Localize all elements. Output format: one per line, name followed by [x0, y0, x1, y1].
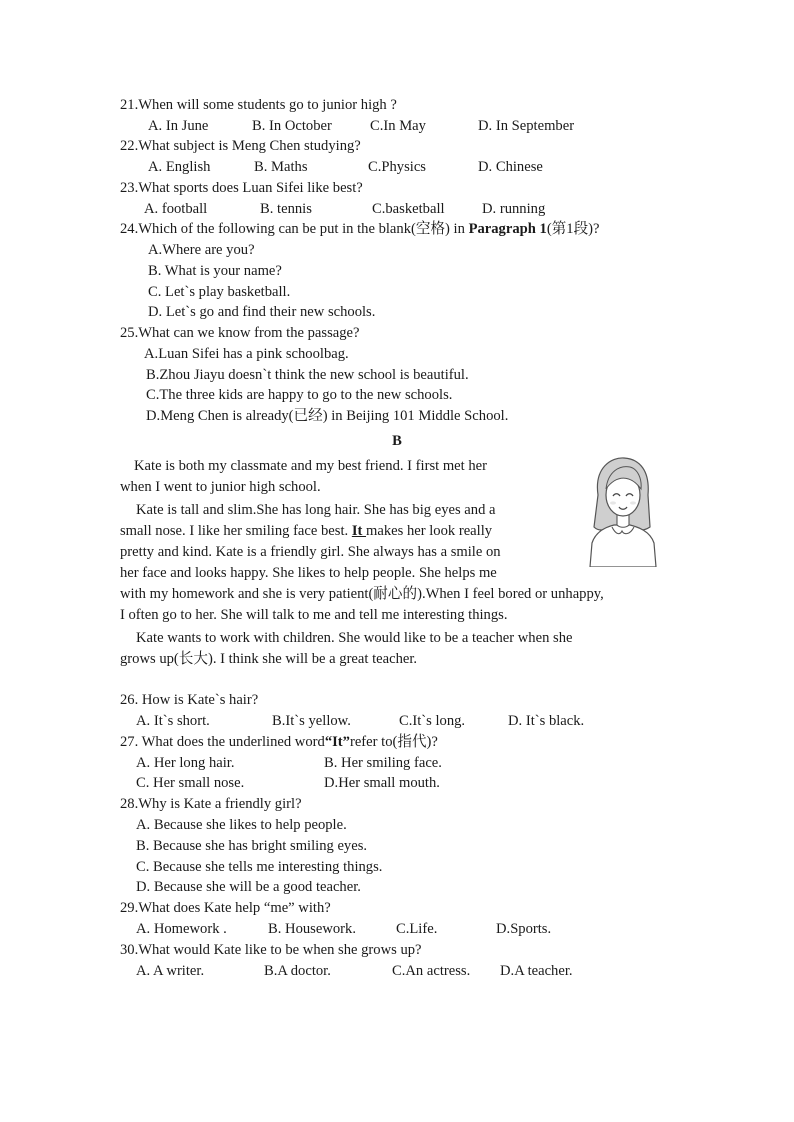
- q21-option-d: D. In September: [478, 118, 575, 134]
- q30-option-d: D.A teacher.: [500, 963, 573, 979]
- passage-p1-line1: Kate is both my classmate and my best friend. I first met her: [134, 458, 487, 474]
- q29-stem: 29.What does Kate help “me” with?: [120, 900, 331, 916]
- q25-option-a: A.Luan Sifei has a pink schoolbag.: [144, 346, 349, 362]
- q22-stem: 22.What subject is Meng Chen studying?: [120, 138, 361, 154]
- q27-option-a: A. Her long hair.: [136, 755, 235, 771]
- q28-option-c: C. Because she tells me interesting things.: [136, 859, 383, 875]
- q24-option-d: D. Let`s go and find their new schools.: [148, 304, 376, 320]
- q26-option-d: D. It`s black.: [508, 713, 585, 729]
- q29-option-c: C.Life.: [396, 921, 438, 937]
- q27-option-c: C. Her small nose.: [136, 775, 245, 791]
- q30-option-a: A. A writer.: [136, 963, 205, 979]
- q21-option-b: B. In October: [252, 118, 332, 134]
- q27-option-b: B. Her smiling face.: [324, 755, 442, 771]
- q26-option-c: C.It`s long.: [399, 713, 466, 729]
- q22-option-c: C.Physics: [368, 159, 426, 175]
- q22-option-d: D. Chinese: [478, 159, 543, 175]
- q26-option-b: B.It`s yellow.: [272, 713, 351, 729]
- passage-p2-line3: pretty and kind. Kate is a friendly girl. She always has a smile on: [120, 544, 501, 560]
- underlined-it: It: [351, 523, 367, 539]
- passage-p3-line1: Kate wants to work with children. She would like to be a teacher when she: [136, 630, 573, 646]
- q28-stem: 28.Why is Kate a friendly girl?: [120, 796, 302, 812]
- q26-option-a: A. It`s short.: [136, 713, 210, 729]
- passage-p2-line4: her face and looks happy. She likes to help people. She helps me: [120, 565, 497, 581]
- q25-stem: 25.What can we know from the passage?: [120, 325, 360, 341]
- section-b-heading: B: [392, 433, 402, 449]
- q21-stem: 21.When will some students go to junior high ?: [120, 97, 397, 113]
- q23-option-d: D. running: [482, 201, 546, 217]
- girl-illustration-icon: [584, 455, 660, 567]
- q21-option-c: C.In May: [370, 118, 426, 134]
- passage-p2-line6: I often go to her. She will talk to me and tell me interesting things.: [120, 607, 508, 623]
- q25-option-b: B.Zhou Jiayu doesn`t think the new school is beautiful.: [146, 367, 469, 383]
- q21-option-a: A. In June: [148, 118, 209, 134]
- q28-option-a: A. Because she likes to help people.: [136, 817, 347, 833]
- q28-option-d: D. Because she will be a good teacher.: [136, 879, 361, 895]
- q30-stem: 30.What would Kate like to be when she grows up?: [120, 942, 422, 958]
- q30-option-b: B.A doctor.: [264, 963, 331, 979]
- passage-p1-line2: when I went to junior high school.: [120, 479, 321, 495]
- q28-option-b: B. Because she has bright smiling eyes.: [136, 838, 368, 854]
- q23-option-a: A. football: [144, 201, 208, 217]
- q23-stem: 23.What sports does Luan Sifei like best?: [120, 180, 363, 196]
- passage-p3-line2: grows up(长大). I think she will be a great teacher.: [120, 651, 418, 667]
- q29-option-a: A. Homework .: [136, 921, 227, 937]
- q27-option-d: D.Her small mouth.: [324, 775, 440, 791]
- q26-stem: 26. How is Kate`s hair?: [120, 692, 259, 708]
- q24-option-b: B. What is your name?: [148, 263, 282, 279]
- passage-p2-line2: small nose. I like her smiling face best. It makes her look really: [120, 523, 493, 539]
- q25-option-c: C.The three kids are happy to go to the new schools.: [146, 387, 453, 403]
- q23-option-c: C.basketball: [372, 201, 445, 217]
- q30-option-c: C.An actress.: [392, 963, 471, 979]
- q24-option-c: C. Let`s play basketball.: [148, 284, 291, 300]
- passage-p2-line1: Kate is tall and slim.She has long hair. She has big eyes and a: [136, 502, 496, 518]
- q29-option-b: B. Housework.: [268, 921, 356, 937]
- q24-stem: 24.Which of the following can be put in the blank(空格) in Paragraph 1(第1段)?: [120, 221, 600, 237]
- q27-stem: 27. What does the underlined word“It”refer to(指代)?: [120, 734, 438, 750]
- passage-p2-line5: with my homework and she is very patient(耐心的).When I feel bored or unhappy,: [120, 586, 604, 602]
- q23-option-b: B. tennis: [260, 201, 312, 217]
- q25-option-d: D.Meng Chen is already(已经) in Beijing 101 Middle School.: [146, 408, 509, 424]
- q24-option-a: A.Where are you?: [148, 242, 255, 258]
- q22-option-b: B. Maths: [254, 159, 308, 175]
- q29-option-d: D.Sports.: [496, 921, 552, 937]
- q22-option-a: A. English: [148, 159, 211, 175]
